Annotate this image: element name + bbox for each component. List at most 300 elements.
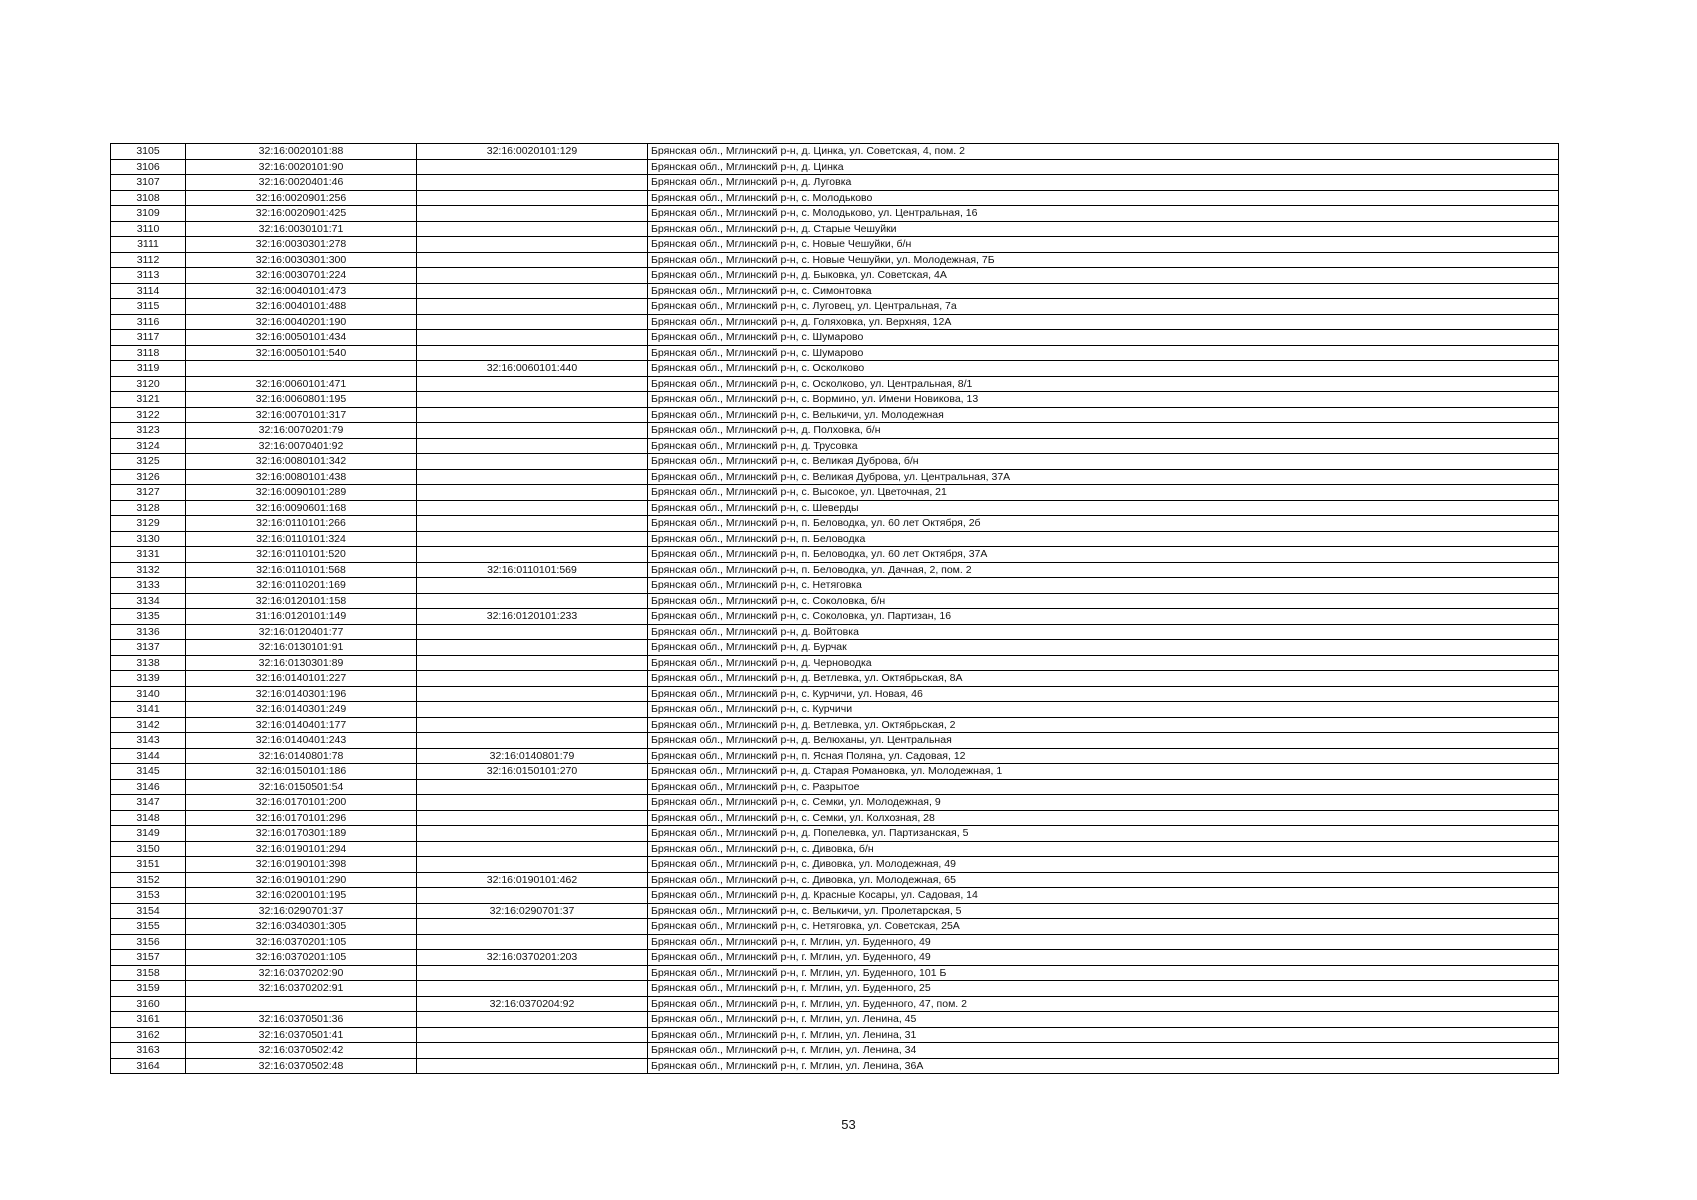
row-number-cell: 3113 [111,268,186,284]
address-cell: Брянская обл., Мглинский р-н, г. Мглин, ул. Ленина, 34 [648,1043,1559,1059]
address-cell: Брянская обл., Мглинский р-н, д. Луговка [648,175,1559,191]
table-row [111,283,1559,299]
table-row [111,888,1559,904]
related-cadastral-number-cell [417,500,648,516]
address-cell: Брянская обл., Мглинский р-н, с. Соколовка, ул. Партизан, 16 [648,609,1559,625]
address-cell: Брянская обл., Мглинский р-н, г. Мглин, ул. Ленина, 45 [648,1012,1559,1028]
row-number-cell: 3133 [111,578,186,594]
row-number-cell: 3128 [111,500,186,516]
cadastral-number-cell: 32:16:0370202:91 [186,981,417,997]
table-row [111,345,1559,361]
address-cell: Брянская обл., Мглинский р-н, д. Полховка, б/н [648,423,1559,439]
address-cell: Брянская обл., Мглинский р-н, п. Беловодка, ул. Дачная, 2, пом. 2 [648,562,1559,578]
table-row [111,252,1559,268]
row-number-cell: 3108 [111,190,186,206]
table-row [111,423,1559,439]
related-cadastral-number-cell [417,841,648,857]
related-cadastral-number-cell [417,407,648,423]
cadastral-number-cell: 32:16:0170101:296 [186,810,417,826]
address-cell: Брянская обл., Мглинский р-н, с. Молодьково, ул. Центральная, 16 [648,206,1559,222]
table-row [111,903,1559,919]
cadastral-number-cell: 32:16:0200101:195 [186,888,417,904]
related-cadastral-number-cell [417,934,648,950]
related-cadastral-number-cell: 32:16:0020101:129 [417,144,648,160]
cadastral-number-cell: 32:16:0140301:196 [186,686,417,702]
table-row [111,531,1559,547]
table-row [111,438,1559,454]
cadastral-number-cell: 31:16:0120101:149 [186,609,417,625]
row-number-cell: 3157 [111,950,186,966]
table-row [111,221,1559,237]
table-row [111,934,1559,950]
table-row [111,500,1559,516]
address-cell: Брянская обл., Мглинский р-н, д. Бурчак [648,640,1559,656]
cadastral-number-cell: 32:16:0290701:37 [186,903,417,919]
address-cell: Брянская обл., Мглинский р-н, г. Мглин, ул. Буденного, 47, пом. 2 [648,996,1559,1012]
address-cell: Брянская обл., Мглинский р-н, с. Осколково, ул. Центральная, 8/1 [648,376,1559,392]
table-row [111,206,1559,222]
row-number-cell: 3156 [111,934,186,950]
address-cell: Брянская обл., Мглинский р-н, с. Семки, ул. Колхозная, 28 [648,810,1559,826]
address-cell: Брянская обл., Мглинский р-н, с. Новые Чешуйки, б/н [648,237,1559,253]
table-row [111,1027,1559,1043]
table-row [111,996,1559,1012]
cadastral-number-cell: 32:16:0110101:324 [186,531,417,547]
table-row [111,981,1559,997]
address-cell: Брянская обл., Мглинский р-н, д. Попелевка, ул. Партизанская, 5 [648,826,1559,842]
table-row [111,919,1559,935]
related-cadastral-number-cell [417,717,648,733]
address-cell: Брянская обл., Мглинский р-н, с. Луговец, ул. Центральная, 7а [648,299,1559,315]
table-row [111,175,1559,191]
cadastral-number-cell: 32:16:0370201:105 [186,950,417,966]
address-cell: Брянская обл., Мглинский р-н, с. Высокое, ул. Цветочная, 21 [648,485,1559,501]
cadastral-number-cell: 32:16:0040101:473 [186,283,417,299]
cadastral-number-cell: 32:16:0090601:168 [186,500,417,516]
address-cell: Брянская обл., Мглинский р-н, п. Беловодка, ул. 60 лет Октября, 37А [648,547,1559,563]
table-row [111,795,1559,811]
row-number-cell: 3145 [111,764,186,780]
related-cadastral-number-cell [417,237,648,253]
table-row [111,485,1559,501]
table-row [111,578,1559,594]
address-cell: Брянская обл., Мглинский р-н, с. Шеверды [648,500,1559,516]
address-cell: Брянская обл., Мглинский р-н, д. Ветлевка, ул. Октябрьская, 2 [648,717,1559,733]
row-number-cell: 3111 [111,237,186,253]
address-cell: Брянская обл., Мглинский р-н, г. Мглин, ул. Буденного, 25 [648,981,1559,997]
cadastral-number-cell: 32:16:0020401:46 [186,175,417,191]
address-cell: Брянская обл., Мглинский р-н, д. Трусовка [648,438,1559,454]
related-cadastral-number-cell [417,376,648,392]
cadastral-number-cell: 32:16:0030701:224 [186,268,417,284]
row-number-cell: 3149 [111,826,186,842]
cadastral-number-cell: 32:16:0370502:48 [186,1058,417,1074]
related-cadastral-number-cell [417,1012,648,1028]
related-cadastral-number-cell [417,345,648,361]
related-cadastral-number-cell [417,206,648,222]
row-number-cell: 3136 [111,624,186,640]
row-number-cell: 3144 [111,748,186,764]
row-number-cell: 3150 [111,841,186,857]
address-cell: Брянская обл., Мглинский р-н, д. Старая Романовка, ул. Молодежная, 1 [648,764,1559,780]
cadastral-number-cell: 32:16:0370202:90 [186,965,417,981]
address-cell: Брянская обл., Мглинский р-н, с. Дивовка, ул. Молодежная, 65 [648,872,1559,888]
address-cell: Брянская обл., Мглинский р-н, с. Вормино, ул. Имени Новикова, 13 [648,392,1559,408]
row-number-cell: 3119 [111,361,186,377]
related-cadastral-number-cell [417,779,648,795]
row-number-cell: 3112 [111,252,186,268]
address-cell: Брянская обл., Мглинский р-н, п. Беловодка, ул. 60 лет Октября, 2б [648,516,1559,532]
address-cell: Брянская обл., Мглинский р-н, г. Мглин, ул. Ленина, 36А [648,1058,1559,1074]
related-cadastral-number-cell [417,919,648,935]
row-number-cell: 3126 [111,469,186,485]
row-number-cell: 3141 [111,702,186,718]
address-cell: Брянская обл., Мглинский р-н, д. Цинка, ул. Советская, 4, пом. 2 [648,144,1559,160]
related-cadastral-number-cell: 32:16:0110101:569 [417,562,648,578]
row-number-cell: 3110 [111,221,186,237]
cadastral-number-cell: 32:16:0370201:105 [186,934,417,950]
related-cadastral-number-cell: 32:16:0150101:270 [417,764,648,780]
table-row [111,733,1559,749]
table-row [111,810,1559,826]
cadastral-number-cell: 32:16:0140301:249 [186,702,417,718]
address-cell: Брянская обл., Мглинский р-н, с. Велькичи, ул. Пролетарская, 5 [648,903,1559,919]
table-row [111,314,1559,330]
cadastral-number-cell: 32:16:0170301:189 [186,826,417,842]
address-cell: Брянская обл., Мглинский р-н, с. Великая Дуброва, ул. Центральная, 37А [648,469,1559,485]
table-row [111,562,1559,578]
related-cadastral-number-cell [417,175,648,191]
row-number-cell: 3147 [111,795,186,811]
related-cadastral-number-cell [417,190,648,206]
related-cadastral-number-cell [417,438,648,454]
row-number-cell: 3138 [111,655,186,671]
related-cadastral-number-cell: 32:16:0370201:203 [417,950,648,966]
address-cell: Брянская обл., Мглинский р-н, с. Велькичи, ул. Молодежная [648,407,1559,423]
table-row [111,268,1559,284]
row-number-cell: 3116 [111,314,186,330]
cadastral-number-cell: 32:16:0110101:568 [186,562,417,578]
row-number-cell: 3107 [111,175,186,191]
row-number-cell: 3154 [111,903,186,919]
table-row [111,609,1559,625]
address-cell: Брянская обл., Мглинский р-н, д. Голяховка, ул. Верхняя, 12А [648,314,1559,330]
row-number-cell: 3155 [111,919,186,935]
cadastral-number-cell: 32:16:0080101:438 [186,469,417,485]
address-cell: Брянская обл., Мглинский р-н, г. Мглин, ул. Буденного, 49 [648,950,1559,966]
related-cadastral-number-cell [417,640,648,656]
table-row [111,469,1559,485]
address-cell: Брянская обл., Мглинский р-н, с. Великая Дуброва, б/н [648,454,1559,470]
table-row [111,144,1559,160]
address-cell: Брянская обл., Мглинский р-н, д. Красные Косары, ул. Садовая, 14 [648,888,1559,904]
related-cadastral-number-cell: 32:16:0060101:440 [417,361,648,377]
address-cell: Брянская обл., Мглинский р-н, с. Симонтовка [648,283,1559,299]
property-table [110,143,1559,1074]
cadastral-number-cell: 32:16:0040101:488 [186,299,417,315]
cadastral-number-cell: 32:16:0060801:195 [186,392,417,408]
related-cadastral-number-cell [417,299,648,315]
address-cell: Брянская обл., Мглинский р-н, д. Велюханы, ул. Центральная [648,733,1559,749]
cadastral-number-cell: 32:16:0130301:89 [186,655,417,671]
table-row [111,159,1559,175]
related-cadastral-number-cell [417,593,648,609]
row-number-cell: 3134 [111,593,186,609]
cadastral-number-cell: 32:16:0130101:91 [186,640,417,656]
cadastral-number-cell: 32:16:0080101:342 [186,454,417,470]
cadastral-number-cell: 32:16:0020101:88 [186,144,417,160]
address-cell: Брянская обл., Мглинский р-н, д. Быковка, ул. Советская, 4А [648,268,1559,284]
row-number-cell: 3148 [111,810,186,826]
related-cadastral-number-cell [417,314,648,330]
table-row [111,593,1559,609]
address-cell: Брянская обл., Мглинский р-н, с. Дивовка, ул. Молодежная, 49 [648,857,1559,873]
related-cadastral-number-cell: 32:16:0290701:37 [417,903,648,919]
row-number-cell: 3106 [111,159,186,175]
related-cadastral-number-cell [417,469,648,485]
related-cadastral-number-cell [417,392,648,408]
related-cadastral-number-cell [417,1043,648,1059]
address-cell: Брянская обл., Мглинский р-н, с. Семки, ул. Молодежная, 9 [648,795,1559,811]
address-cell: Брянская обл., Мглинский р-н, с. Нетяговка, ул. Советская, 25А [648,919,1559,935]
table-row [111,361,1559,377]
related-cadastral-number-cell [417,1058,648,1074]
cadastral-number-cell: 32:16:0150501:54 [186,779,417,795]
address-cell: Брянская обл., Мглинский р-н, с. Осколково [648,361,1559,377]
cadastral-number-cell: 32:16:0150101:186 [186,764,417,780]
table-row [111,950,1559,966]
table-row [111,237,1559,253]
related-cadastral-number-cell [417,516,648,532]
cadastral-number-cell: 32:16:0140101:227 [186,671,417,687]
cadastral-number-cell: 32:16:0340301:305 [186,919,417,935]
row-number-cell: 3140 [111,686,186,702]
cadastral-number-cell: 32:16:0020901:256 [186,190,417,206]
cadastral-number-cell: 32:16:0020101:90 [186,159,417,175]
cadastral-number-cell: 32:16:0020901:425 [186,206,417,222]
address-cell: Брянская обл., Мглинский р-н, с. Дивовка, б/н [648,841,1559,857]
table-row [111,190,1559,206]
table-row [111,857,1559,873]
table-row [111,407,1559,423]
cadastral-number-cell: 32:16:0140401:243 [186,733,417,749]
related-cadastral-number-cell [417,578,648,594]
row-number-cell: 3142 [111,717,186,733]
cadastral-number-cell: 32:16:0110101:520 [186,547,417,563]
row-number-cell: 3120 [111,376,186,392]
row-number-cell: 3131 [111,547,186,563]
cadastral-number-cell: 32:16:0030301:278 [186,237,417,253]
row-number-cell: 3127 [111,485,186,501]
address-cell: Брянская обл., Мглинский р-н, с. Разрытое [648,779,1559,795]
table-row [111,779,1559,795]
row-number-cell: 3105 [111,144,186,160]
table-row [111,1012,1559,1028]
cadastral-number-cell [186,361,417,377]
related-cadastral-number-cell [417,702,648,718]
row-number-cell: 3129 [111,516,186,532]
address-cell: Брянская обл., Мглинский р-н, г. Мглин, ул. Буденного, 49 [648,934,1559,950]
table-row [111,717,1559,733]
related-cadastral-number-cell: 32:16:0190101:462 [417,872,648,888]
row-number-cell: 3130 [111,531,186,547]
table-row [111,376,1559,392]
address-cell: Брянская обл., Мглинский р-н, п. Беловодка [648,531,1559,547]
address-cell: Брянская обл., Мглинский р-н, п. Ясная Поляна, ул. Садовая, 12 [648,748,1559,764]
cadastral-number-cell: 32:16:0110101:266 [186,516,417,532]
address-cell: Брянская обл., Мглинский р-н, д. Черноводка [648,655,1559,671]
table-body [111,144,1559,1074]
cadastral-number-cell: 32:16:0060101:471 [186,376,417,392]
related-cadastral-number-cell [417,221,648,237]
related-cadastral-number-cell [417,547,648,563]
cadastral-number-cell: 32:16:0170101:200 [186,795,417,811]
related-cadastral-number-cell [417,981,648,997]
related-cadastral-number-cell [417,795,648,811]
cadastral-number-cell: 32:16:0030101:71 [186,221,417,237]
related-cadastral-number-cell: 32:16:0140801:79 [417,748,648,764]
related-cadastral-number-cell: 32:16:0120101:233 [417,609,648,625]
address-cell: Брянская обл., Мглинский р-н, г. Мглин, ул. Буденного, 101 Б [648,965,1559,981]
table-row [111,624,1559,640]
related-cadastral-number-cell [417,965,648,981]
row-number-cell: 3124 [111,438,186,454]
table-row [111,299,1559,315]
cadastral-number-cell: 32:16:0190101:290 [186,872,417,888]
row-number-cell: 3163 [111,1043,186,1059]
table-row [111,330,1559,346]
table-row [111,841,1559,857]
row-number-cell: 3132 [111,562,186,578]
related-cadastral-number-cell [417,268,648,284]
row-number-cell: 3117 [111,330,186,346]
table-row [111,764,1559,780]
related-cadastral-number-cell [417,454,648,470]
cadastral-number-cell: 32:16:0140401:177 [186,717,417,733]
table-row [111,686,1559,702]
related-cadastral-number-cell [417,810,648,826]
row-number-cell: 3160 [111,996,186,1012]
address-cell: Брянская обл., Мглинский р-н, д. Войтовка [648,624,1559,640]
row-number-cell: 3118 [111,345,186,361]
table-row [111,965,1559,981]
table-row [111,872,1559,888]
related-cadastral-number-cell [417,531,648,547]
cadastral-number-cell: 32:16:0070401:92 [186,438,417,454]
cadastral-number-cell: 32:16:0370502:42 [186,1043,417,1059]
related-cadastral-number-cell [417,655,648,671]
row-number-cell: 3135 [111,609,186,625]
address-cell: Брянская обл., Мглинский р-н, с. Курчичи [648,702,1559,718]
address-cell: Брянская обл., Мглинский р-н, г. Мглин, ул. Ленина, 31 [648,1027,1559,1043]
address-cell: Брянская обл., Мглинский р-н, д. Старые Чешуйки [648,221,1559,237]
table-row [111,392,1559,408]
row-number-cell: 3122 [111,407,186,423]
row-number-cell: 3109 [111,206,186,222]
table-row [111,454,1559,470]
table-row [111,1058,1559,1074]
cadastral-number-cell: 32:16:0110201:169 [186,578,417,594]
related-cadastral-number-cell [417,857,648,873]
row-number-cell: 3146 [111,779,186,795]
related-cadastral-number-cell [417,330,648,346]
row-number-cell: 3125 [111,454,186,470]
address-cell: Брянская обл., Мглинский р-н, д. Ветлевка, ул. Октябрьская, 8А [648,671,1559,687]
related-cadastral-number-cell [417,159,648,175]
table-row [111,547,1559,563]
address-cell: Брянская обл., Мглинский р-н, с. Шумарово [648,330,1559,346]
row-number-cell: 3121 [111,392,186,408]
row-number-cell: 3151 [111,857,186,873]
cadastral-number-cell: 32:16:0050101:540 [186,345,417,361]
row-number-cell: 3114 [111,283,186,299]
table-row [111,655,1559,671]
related-cadastral-number-cell [417,624,648,640]
page-number: 53 [841,1117,856,1132]
row-number-cell: 3152 [111,872,186,888]
row-number-cell: 3137 [111,640,186,656]
cadastral-number-cell: 32:16:0070201:79 [186,423,417,439]
related-cadastral-number-cell [417,283,648,299]
related-cadastral-number-cell [417,485,648,501]
row-number-cell: 3161 [111,1012,186,1028]
address-cell: Брянская обл., Мглинский р-н, с. Соколовка, б/н [648,593,1559,609]
table-row [111,671,1559,687]
cadastral-number-cell: 32:16:0370501:36 [186,1012,417,1028]
cadastral-number-cell [186,996,417,1012]
row-number-cell: 3153 [111,888,186,904]
address-cell: Брянская обл., Мглинский р-н, д. Цинка [648,159,1559,175]
address-cell: Брянская обл., Мглинский р-н, с. Нетяговка [648,578,1559,594]
row-number-cell: 3115 [111,299,186,315]
cadastral-number-cell: 32:16:0030301:300 [186,252,417,268]
table-row [111,1043,1559,1059]
cadastral-number-cell: 32:16:0050101:434 [186,330,417,346]
table-row [111,640,1559,656]
cadastral-number-cell: 32:16:0370501:41 [186,1027,417,1043]
related-cadastral-number-cell [417,686,648,702]
row-number-cell: 3159 [111,981,186,997]
related-cadastral-number-cell [417,733,648,749]
row-number-cell: 3158 [111,965,186,981]
related-cadastral-number-cell [417,1027,648,1043]
cadastral-number-cell: 32:16:0190101:398 [186,857,417,873]
row-number-cell: 3164 [111,1058,186,1074]
cadastral-number-cell: 32:16:0120101:158 [186,593,417,609]
row-number-cell: 3162 [111,1027,186,1043]
cadastral-number-cell: 32:16:0090101:289 [186,485,417,501]
cadastral-number-cell: 32:16:0040201:190 [186,314,417,330]
cadastral-number-cell: 32:16:0190101:294 [186,841,417,857]
table-row [111,748,1559,764]
table-row [111,516,1559,532]
related-cadastral-number-cell: 32:16:0370204:92 [417,996,648,1012]
address-cell: Брянская обл., Мглинский р-н, с. Новые Чешуйки, ул. Молодежная, 7Б [648,252,1559,268]
address-cell: Брянская обл., Мглинский р-н, с. Шумарово [648,345,1559,361]
related-cadastral-number-cell [417,423,648,439]
address-cell: Брянская обл., Мглинский р-н, с. Курчичи, ул. Новая, 46 [648,686,1559,702]
row-number-cell: 3143 [111,733,186,749]
cadastral-number-cell: 32:16:0120401:77 [186,624,417,640]
related-cadastral-number-cell [417,671,648,687]
related-cadastral-number-cell [417,252,648,268]
table-row [111,826,1559,842]
table-row [111,702,1559,718]
cadastral-number-cell: 32:16:0070101:317 [186,407,417,423]
cadastral-number-cell: 32:16:0140801:78 [186,748,417,764]
related-cadastral-number-cell [417,888,648,904]
row-number-cell: 3139 [111,671,186,687]
